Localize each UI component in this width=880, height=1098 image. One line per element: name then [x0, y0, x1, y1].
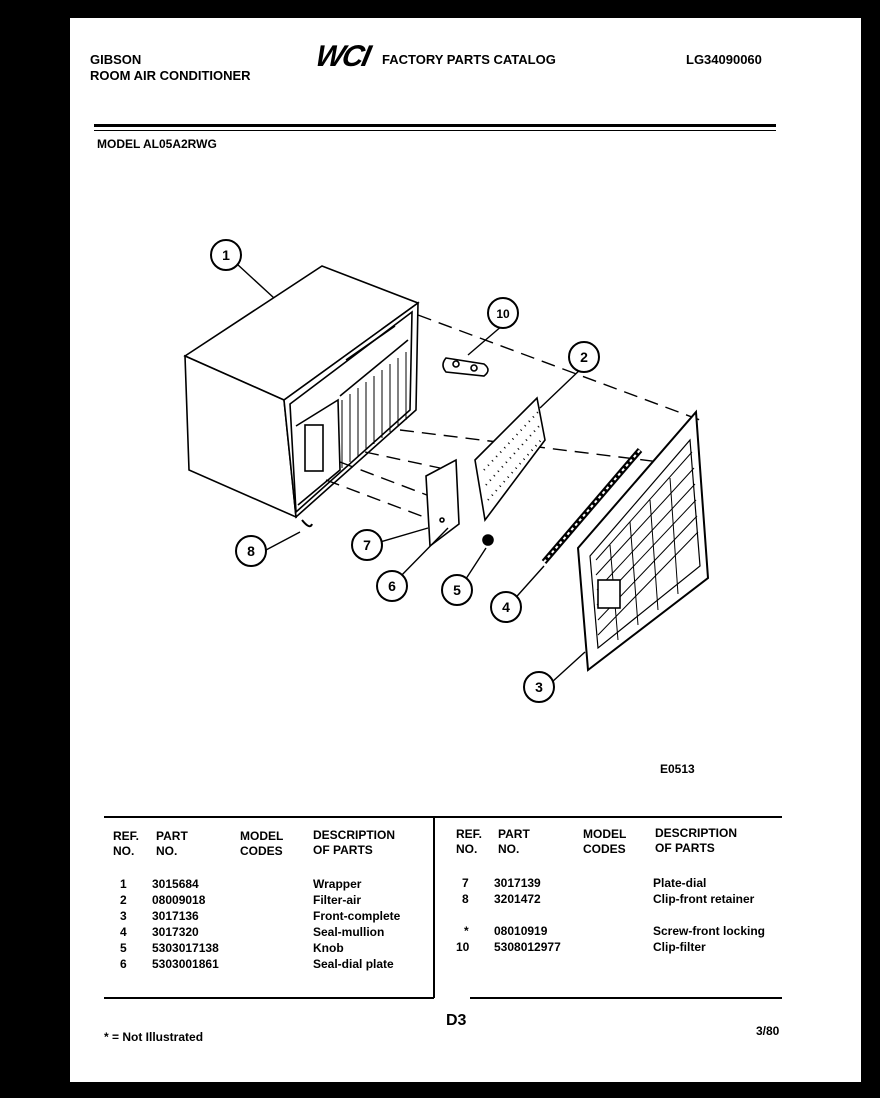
- left-row-part: 5303017138: [152, 941, 219, 955]
- right-row-desc: Screw-front locking: [653, 924, 766, 938]
- page-code: D3: [446, 1012, 467, 1029]
- right-row-ref: 10: [456, 940, 470, 954]
- callout-5: 5: [453, 582, 461, 598]
- product-name: ROOM AIR CONDITIONER: [90, 68, 251, 83]
- right-row-ref: 8: [462, 892, 469, 906]
- right-row-ref: *: [464, 924, 469, 938]
- left-row-part: 3017320: [152, 925, 199, 939]
- header-part-left: PART NO.: [156, 829, 188, 858]
- right-row-part: 3201472: [494, 892, 541, 906]
- left-row-desc: Knob: [313, 941, 344, 955]
- left-row-desc: Seal-mullion: [313, 925, 385, 939]
- right-row-part: 5308012977: [494, 940, 561, 954]
- left-row-ref: 2: [120, 893, 127, 907]
- front-complete-part: [578, 412, 708, 670]
- not-illustrated-note: * = Not Illustrated: [104, 1030, 204, 1044]
- callout-4: 4: [502, 599, 510, 615]
- header-model-right: MODEL CODES: [583, 827, 627, 856]
- callout-8: 8: [247, 543, 255, 559]
- header-desc-left: DESCRIPTION OF PARTS: [313, 828, 396, 857]
- callout-3: 3: [535, 679, 543, 695]
- callout-1: 1: [222, 247, 230, 263]
- table-top-rule: [104, 816, 782, 818]
- left-row-desc: Seal-dial plate: [313, 957, 394, 971]
- left-row-ref: 3: [120, 909, 127, 923]
- right-row-part: 3017139: [494, 876, 541, 890]
- figure-code: E0513: [660, 762, 695, 776]
- left-row-ref: 1: [120, 877, 127, 891]
- air-filter-part: [475, 398, 545, 520]
- header-ref-right: REF. NO.: [456, 827, 483, 856]
- model-label: MODEL AL05A2RWG: [97, 137, 217, 151]
- callout-6: 6: [388, 578, 396, 594]
- table-bottom-left-rule: [104, 997, 434, 999]
- wrapper-cabinet: [185, 266, 418, 517]
- callout-10: 10: [496, 307, 510, 321]
- table-divider: [433, 818, 435, 998]
- catalog-date: 3/80: [756, 1024, 780, 1038]
- header-desc-right: DESCRIPTION OF PARTS: [655, 826, 738, 855]
- callout-7: 7: [363, 537, 371, 553]
- clip-retainer-part: [302, 520, 312, 526]
- right-row-part: 08010919: [494, 924, 548, 938]
- left-row-part: 08009018: [152, 893, 206, 907]
- callout-2: 2: [580, 349, 588, 365]
- clip-filter-part: [443, 358, 488, 376]
- catalog-number: LG34090060: [686, 52, 762, 67]
- left-row-desc: Filter-air: [313, 893, 362, 907]
- left-row-ref: 6: [120, 957, 127, 971]
- left-row-part: 5303001861: [152, 957, 219, 971]
- catalog-title: FACTORY PARTS CATALOG: [382, 52, 556, 67]
- right-row-ref: 7: [462, 876, 469, 890]
- header-model-left: MODEL CODES: [240, 829, 284, 858]
- left-row-part: 3017136: [152, 909, 199, 923]
- right-row-desc: Clip-filter: [653, 940, 706, 954]
- right-row-desc: Clip-front retainer: [653, 892, 755, 906]
- left-row-ref: 4: [120, 925, 127, 939]
- header-ref-left: REF. NO.: [113, 829, 140, 858]
- right-row-desc: Plate-dial: [653, 876, 707, 890]
- left-row-desc: Wrapper: [313, 877, 362, 891]
- left-row-part: 3015684: [152, 877, 199, 891]
- header-part-right: PART NO.: [498, 827, 530, 856]
- knob-part: [483, 535, 493, 545]
- logo-text: WCI: [312, 40, 372, 73]
- table-bottom-right-rule: [470, 997, 782, 999]
- left-row-ref: 5: [120, 941, 127, 955]
- brand-name: GIBSON: [90, 52, 142, 67]
- left-row-desc: Front-complete: [313, 909, 401, 923]
